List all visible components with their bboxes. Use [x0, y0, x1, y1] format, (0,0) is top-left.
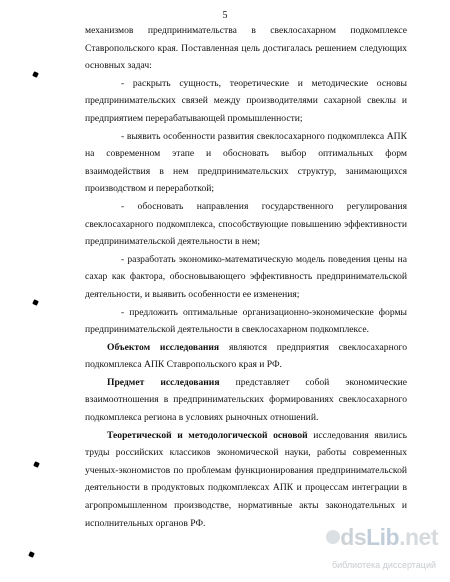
margin-mark	[28, 551, 35, 558]
paragraph-text: - разработать экономико-математическую модель поведения цены на сахар как фактора, обосновывающего эффективность предпринимательской деятельности, и выявить особенности ее изменения;	[85, 253, 407, 300]
paragraph-text: представляет собой экономические взаимоотношения в предпринимательских формированиях свеклосахарного подкомплекса региона в условиях рыночных отношений.	[85, 376, 408, 424]
watermark-subtitle: библиотека диссертаций	[331, 560, 436, 570]
watermark-logo: dsLib.net	[340, 524, 438, 550]
margin-mark	[32, 71, 39, 78]
paragraph-methodology	[85, 427, 407, 533]
bold-term: Теоретической и методологической основой	[107, 429, 308, 441]
bold-term: Объектом исследования	[107, 341, 220, 353]
paragraph-text: - предложить оптимальные организационно-экономические формы предпринимательской деятельности в свеклосахарном подкомплексе.	[85, 306, 407, 336]
paragraph-object	[85, 339, 407, 374]
task-item-3	[85, 198, 407, 251]
paragraph-text: являются предприятия свеклосахарного подкомплекса АПК Ставропольского края и РФ.	[85, 341, 407, 371]
page-number: 5	[222, 10, 228, 21]
paragraph-intro	[85, 22, 407, 75]
task-item-4	[85, 251, 407, 304]
task-item-5	[85, 304, 407, 339]
paragraph-text: исследования явились труды российских классиков экономической науки, работы современных ученых-экономистов по проблемам функционирования предпринимательской деятельности в продуктовых подкомплексах АПК и процессам интеграции в агропромышленном производстве, нормативные акты законодательных и исполнительных органов РФ.	[85, 429, 407, 529]
paragraph-text: - выявить особенности развития свеклосахарного подкомплекса АПК на современном этапе и обосновать выбор оптимальных форм взаимодействия в нем предпринимательских структур, занимающихся производством и переработкой;	[85, 130, 407, 195]
bold-term: Предмет исследования	[107, 376, 220, 388]
paragraph-text: механизмов предпринимательства в свеклосахарном подкомплексе Ставропольского края. Поставленная цель достигалась решением следующих основных задач:	[85, 25, 407, 72]
margin-mark	[32, 299, 39, 306]
task-item-2	[85, 128, 407, 198]
watermark	[326, 524, 438, 570]
paragraph-text: - обосновать направления государственного регулирования свеклосахарного подкомплекса, способствующие повышению эффективности предпринимательской деятельности в нем;	[85, 200, 407, 248]
margin-mark	[33, 461, 40, 468]
task-item-1	[85, 75, 407, 128]
paragraph-subject	[85, 374, 407, 427]
body-text	[85, 22, 407, 532]
dslib-logo-icon	[326, 530, 340, 544]
paragraph-text: - раскрыть сущность, теоретические и методические основы предпринимательских связей между производителями сахарной свеклы и предприятием перерабатывающей промышленности;	[85, 77, 407, 124]
